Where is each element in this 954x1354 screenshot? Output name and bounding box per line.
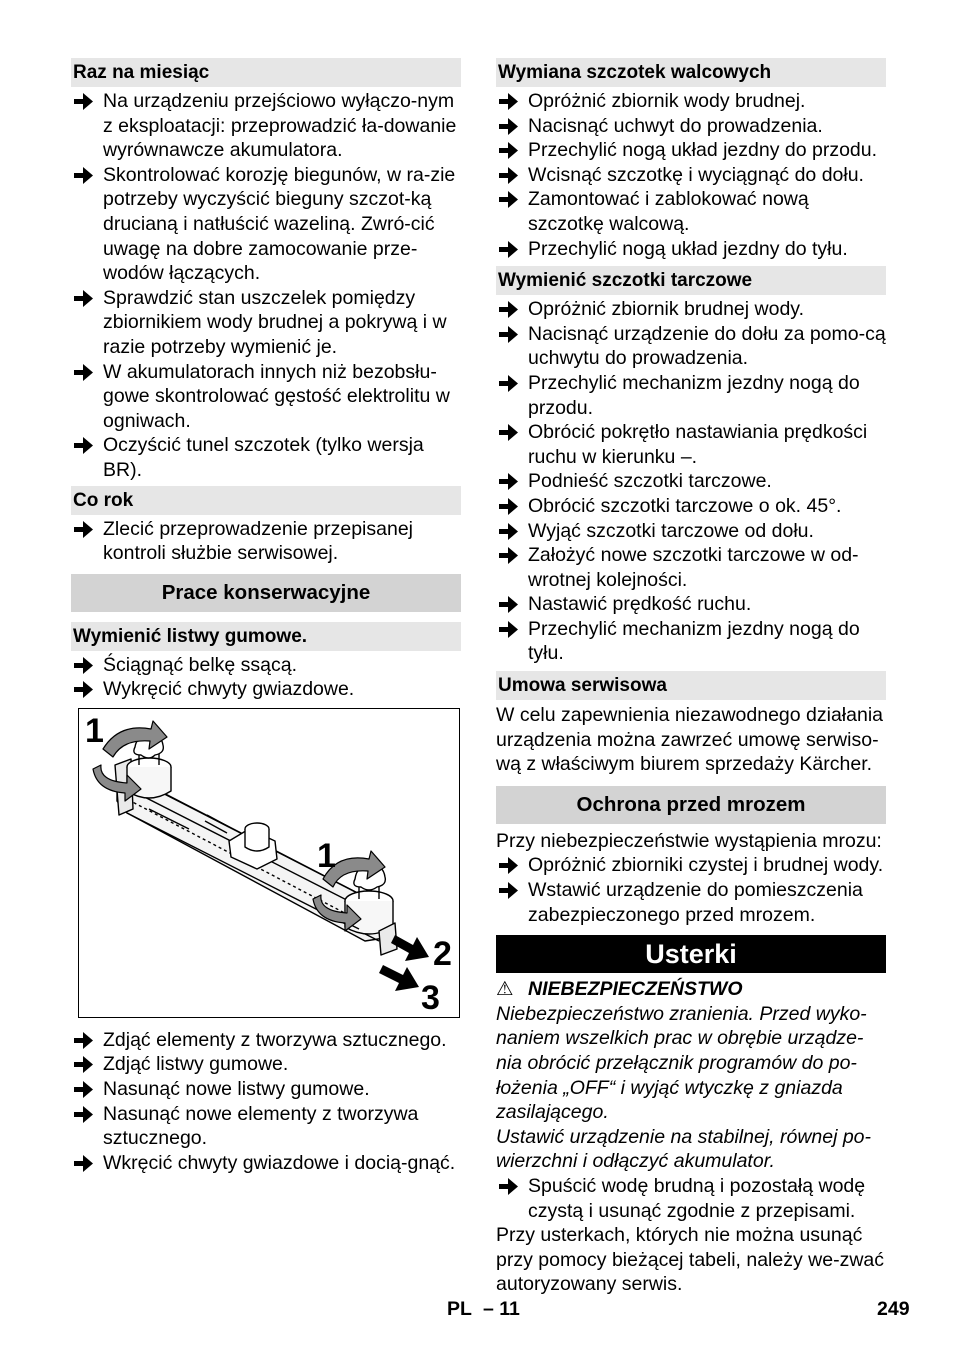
- footer-page-number: 249: [877, 1298, 910, 1320]
- step-text: Obrócić szczotki tarczowe o ok. 45°.: [528, 494, 842, 517]
- step-item: [71, 89, 461, 163]
- step-item: [71, 286, 461, 360]
- suction-bar-figure: [78, 708, 460, 1018]
- step-text: Wkręcić chwyty gwiazdowe i docią-gnąć.: [103, 1151, 456, 1174]
- step-item: [496, 322, 886, 371]
- section-heading-rubber-strips: Wymienić listwy gumowe.: [71, 622, 461, 651]
- arrow-right-icon: [499, 473, 518, 490]
- step-text: Podnieść szczotki tarczowe.: [528, 470, 772, 493]
- step-item: [496, 114, 886, 139]
- step-item: [496, 592, 886, 617]
- danger-title: [496, 977, 886, 1002]
- step-item: [496, 371, 886, 420]
- step-text: Skontrolować korozję biegunów, w ra-zie potrzeby wyczyścić bieguny szczot-ką drucianą i natłuścić wazeliną. Zwró-cić uwagę na dobre zamocowanie prze-wodów łączących.: [103, 163, 456, 285]
- step-item: [71, 1077, 461, 1102]
- step-item: [71, 1151, 461, 1176]
- arrow-right-icon: [499, 375, 518, 392]
- step-text: Nasunąć nowe listwy gumowe.: [103, 1078, 370, 1101]
- main-heading-maintenance: Prace konserwacyjne: [71, 574, 461, 612]
- step-item: [496, 138, 886, 163]
- arrow-right-icon: [499, 241, 518, 258]
- left-column: [71, 58, 461, 1175]
- arrow-right-icon: [74, 437, 93, 454]
- steps-faults: [496, 1174, 886, 1223]
- steps-disc-brushes: [496, 297, 886, 666]
- step-text: Sprawdzić stan uszczelek pomiędzy zbiornikiem wody brudnej a pokrywą i w razie potrzeby wymienić je.: [103, 286, 447, 358]
- step-item: [496, 163, 886, 188]
- chapter-heading-faults: Usterki: [496, 935, 886, 973]
- step-text: Nastawić prędkość ruchu.: [528, 593, 752, 616]
- steps-frost: [496, 853, 886, 927]
- step-item: [496, 519, 886, 544]
- arrow-right-icon: [499, 498, 518, 515]
- footer-language: PL: [447, 1298, 472, 1320]
- arrow-right-icon: [499, 857, 518, 874]
- arrow-right-icon: [499, 167, 518, 184]
- figure-label-3: 3: [421, 978, 440, 1017]
- arrow-right-icon: [74, 657, 93, 674]
- step-item: [496, 89, 886, 114]
- step-text: Wstawić urządzenie do pomieszczenia zabezpieczonego przed mrozem.: [528, 879, 863, 926]
- step-text: Przechylić nogą układ jezdny do przodu.: [528, 139, 878, 162]
- step-text: Oczyścić tunel szczotek (tylko wersja BR).: [103, 434, 424, 481]
- footer-page-marker: [447, 1297, 520, 1322]
- arrow-right-icon: [74, 167, 93, 184]
- step-item: [71, 653, 461, 678]
- arrow-right-icon: [74, 1081, 93, 1098]
- step-text: Ściągnąć belkę ssącą.: [103, 653, 298, 676]
- arrow-right-icon: [74, 93, 93, 110]
- step-item: [496, 237, 886, 262]
- section-heading-disc-brushes: Wymienić szczotki tarczowe: [496, 266, 886, 295]
- step-item: [71, 163, 461, 286]
- arrow-right-icon: [74, 1155, 93, 1172]
- step-text: Nacisnąć uchwyt do prowadzenia.: [528, 114, 823, 137]
- arrow-right-icon: [499, 326, 518, 343]
- step-item: [496, 420, 886, 469]
- arrow-right-icon: [74, 521, 93, 538]
- steps-rubber-strips-b: [71, 1028, 461, 1176]
- step-text: Obrócić pokrętło nastawiania prędkości ruchu w kierunku –.: [528, 421, 868, 468]
- step-text: Zlecić przeprowadzenie przepisanej kontroli służbie serwisowej.: [103, 517, 413, 565]
- step-item: [496, 1174, 886, 1223]
- arrow-right-icon: [499, 424, 518, 441]
- arrow-right-icon: [499, 596, 518, 613]
- step-text: W akumulatorach innych niż bezobsłu-gowe skontrolować gęstość elektrolitu w ogniwach.: [103, 360, 450, 432]
- step-text: Zdjąć elementy z tworzywa sztucznego.: [103, 1028, 447, 1051]
- step-text: Wcisnąć szczotkę i wyciągnąć do dołu.: [528, 163, 864, 186]
- faults-service-text: Przy usterkach, których nie można usunąć przy pomocy bieżącej tabeli, należy we-zwać autoryzowany serwis.: [496, 1224, 885, 1296]
- step-text: Przechylić mechanizm jezdny nogą do tyłu.: [528, 617, 860, 665]
- danger-text-1: Niebezpieczeństwo zranienia. Przed wyko-naniem wszelkich prac w obrębie urządze-nia obrócić przełącznik programów do po-łożenia „OFF“ i wyjąć wtyczkę z gniazda zasilającego.: [496, 1002, 867, 1124]
- arrow-right-icon: [74, 681, 93, 698]
- step-text: Spuścić wodę brudną i pozostałą wodę czystą i usunąć zgodnie z przepisami.: [528, 1174, 866, 1222]
- warning-triangle-icon: ⚠: [496, 978, 514, 1001]
- step-item: [71, 1052, 461, 1077]
- arrow-right-icon: [499, 118, 518, 135]
- step-text: Nacisnąć urządzenie do dołu za pomo-cą uchwytu do prowadzenia.: [528, 322, 886, 370]
- arrow-right-icon: [74, 1032, 93, 1049]
- step-text: Zdjąć listwy gumowe.: [103, 1053, 289, 1076]
- section-heading-yearly: Co rok: [71, 486, 461, 515]
- step-item: [496, 494, 886, 519]
- footer-local-page: – 11: [483, 1298, 520, 1320]
- step-item: [71, 677, 461, 702]
- step-text: Opróżnić zbiorniki czystej i brudnej wody.: [528, 854, 884, 877]
- step-item: [496, 469, 886, 494]
- step-item: [71, 517, 461, 566]
- step-item: [496, 187, 886, 236]
- step-item: [496, 853, 886, 878]
- step-item: [71, 433, 461, 482]
- section-heading-service-contract: Umowa serwisowa: [496, 671, 886, 700]
- step-text: Wykręcić chwyty gwiazdowe.: [103, 678, 355, 701]
- step-text: Zamontować i zablokować nową szczotkę walcową.: [528, 188, 809, 235]
- step-text: Opróżnić zbiornik brudnej wody.: [528, 298, 805, 321]
- step-text: Wyjąć szczotki tarczowe od dołu.: [528, 519, 814, 542]
- figure-label-1b: 1: [317, 836, 336, 875]
- figure-label-1a: 1: [85, 711, 104, 750]
- arrow-right-icon: [499, 882, 518, 899]
- frost-intro-text: Przy niebezpieczeństwie wystąpienia mrozu:: [496, 829, 882, 852]
- arrow-right-icon: [74, 290, 93, 307]
- step-text: Przechylić nogą układ jezdny do tyłu.: [528, 237, 848, 260]
- steps-roller-brushes: [496, 89, 886, 261]
- step-item: [496, 878, 886, 927]
- step-text: Na urządzeniu przejściowo wyłączo-nym z eksploatacji: przeprowadzić ła-dowanie wyrównawcze akumulatora.: [103, 90, 457, 162]
- service-contract-text: W celu zapewnienia niezawodnego działania urządzenia można zawrzeć umowę serwiso-wą z właściwym biurem sprzedaży Kärcher.: [496, 704, 884, 776]
- danger-label: NIEBEZPIECZEŃSTWO: [528, 978, 743, 1001]
- suction-bar-illustration: [79, 709, 459, 1017]
- arrow-right-icon: [74, 1056, 93, 1073]
- main-heading-frost-protection: Ochrona przed mrozem: [496, 786, 886, 824]
- figure-label-2: 2: [433, 934, 452, 973]
- arrow-right-icon: [499, 93, 518, 110]
- right-column: [496, 58, 886, 1297]
- step-item: [71, 1028, 461, 1053]
- section-heading-monthly: Raz na miesiąc: [71, 58, 461, 87]
- arrow-right-icon: [499, 547, 518, 564]
- arrow-right-icon: [499, 301, 518, 318]
- danger-text-2: Ustawić urządzenie na stabilnej, równej po-wierzchni i odłączyć akumulator.: [496, 1125, 872, 1173]
- step-item: [496, 297, 886, 322]
- step-item: [71, 1102, 461, 1151]
- steps-yearly: [71, 517, 461, 566]
- arrow-right-icon: [499, 621, 518, 638]
- step-item: [496, 617, 886, 666]
- arrow-right-icon: [499, 142, 518, 159]
- arrow-right-icon: [499, 1178, 518, 1195]
- step-text: Przechylić mechanizm jezdny nogą do przodu.: [528, 371, 860, 419]
- step-text: Opróżnić zbiornik wody brudnej.: [528, 90, 806, 112]
- step-text: Założyć nowe szczotki tarczowe w od-wrotnej kolejności.: [528, 544, 859, 591]
- arrow-right-icon: [74, 1106, 93, 1123]
- section-heading-roller-brushes: Wymiana szczotek walcowych: [496, 58, 886, 87]
- step-item: [71, 360, 461, 434]
- arrow-right-icon: [74, 364, 93, 381]
- steps-monthly: [71, 89, 461, 483]
- step-item: [496, 543, 886, 592]
- step-text: Nasunąć nowe elementy z tworzywa sztucznego.: [103, 1102, 419, 1150]
- arrow-right-icon: [499, 191, 518, 208]
- steps-rubber-strips-a: [71, 653, 461, 702]
- arrow-right-icon: [499, 523, 518, 540]
